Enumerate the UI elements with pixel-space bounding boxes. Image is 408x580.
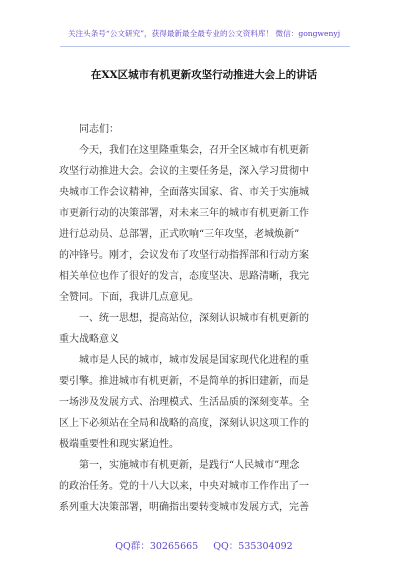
paragraph-line: 极端重要性和现实紧迫性。 [59, 439, 179, 450]
paragraph-line: 的政治任务。党的十八大以来，中央对城市工作作出了一 [59, 481, 309, 492]
header-promo-note: 关注头条号“公文研究”，获得最新最全最专业的公文资料库！ 微信：gongwenyj [67, 29, 341, 38]
paragraph-line: 要引擎。推进城市有机更新，不是简单的拆旧建新，而是 [59, 376, 309, 387]
section-heading: 重大战略意义 [59, 334, 119, 345]
footer-contact [0, 538, 408, 552]
footer-qq-number: QQ：535304092 [213, 541, 293, 552]
section-heading: 一、统一思想，提高站位，深刻认识城市有机更新的 [79, 313, 309, 324]
header-divider [60, 46, 350, 47]
document-title: 在XX区城市有机更新攻坚行动推进大会上的讲话 [90, 69, 318, 81]
paragraph-line: 第一，实施城市有机更新，是践行“人民城市”理念 [79, 460, 300, 471]
paragraph-line: 城市是人民的城市，城市发展是国家现代化进程的重 [79, 355, 309, 366]
paragraph-line: 一场涉及发展方式、治理模式、生活品质的深刻变革。全 [59, 397, 309, 408]
paragraph-line: 进行总动员、总部署，正式吹响“三年攻坚，老城焕新” [59, 229, 300, 240]
salutation: 同志们： [79, 124, 119, 135]
paragraph-line: 今天，我们在这里隆重集会，召开全区城市有机更新 [79, 145, 309, 156]
paragraph-line: 攻坚行动推进大会。会议的主要任务是，深入学习贯彻中 [59, 166, 309, 177]
paragraph-line: 全赞同。下面，我讲几点意见。 [59, 292, 199, 303]
paragraph-line: 区上下必须站在全局和战略的高度，深刻认识这项工作的 [59, 418, 309, 429]
paragraph-line: 央城市工作会议精神，全面落实国家、省、市关于实施城 [59, 187, 309, 198]
paragraph-line: 市更新行动的决策部署，对未来三年的城市有机更新工作 [59, 208, 309, 219]
paragraph-line: 系列重大决策部署，明确指出要转变城市发展方式，完善 [59, 502, 309, 513]
document-body [59, 119, 359, 518]
footer-qq-group: QQ群：30265665 [115, 541, 199, 552]
paragraph-line: 相关单位也作了很好的发言，态度坚决、思路清晰，我完 [59, 271, 309, 282]
paragraph-line: 的冲锋号。刚才，会议发布了攻坚行动指挥部和行动方案 [59, 250, 309, 261]
